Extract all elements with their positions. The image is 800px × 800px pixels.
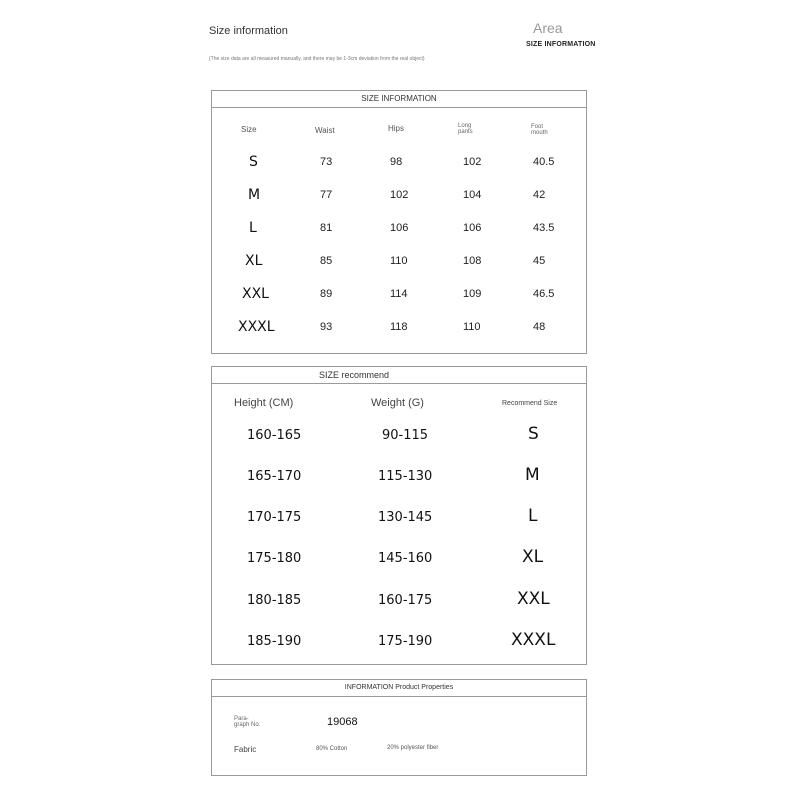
weight-cell: 115-130 bbox=[378, 469, 433, 484]
size-cell: XL bbox=[245, 253, 263, 269]
waist-cell: 85 bbox=[320, 255, 333, 267]
fabric-label: Fabric bbox=[234, 745, 257, 754]
size-cell: M bbox=[248, 187, 261, 203]
recommend-size-cell: XXXL bbox=[511, 630, 556, 650]
long-pants-cell: 108 bbox=[463, 255, 482, 267]
long-pants-cell: 110 bbox=[463, 321, 481, 333]
header-foot-mouth-line2: mouth bbox=[531, 130, 548, 136]
waist-cell: 73 bbox=[320, 156, 333, 168]
page-title: Size information bbox=[209, 25, 288, 37]
header-long-pants bbox=[458, 123, 473, 135]
foot-mouth-cell: 43.5 bbox=[533, 222, 555, 234]
height-cell: 170-175 bbox=[247, 510, 302, 525]
waist-cell: 81 bbox=[320, 222, 333, 234]
header-long-pants-line2: pants bbox=[458, 129, 473, 135]
weight-cell: 130-145 bbox=[378, 510, 433, 525]
paragraph-no-label-line2: graph No. bbox=[234, 722, 261, 728]
recommend-size-cell: L bbox=[528, 506, 538, 526]
hips-cell: 114 bbox=[390, 288, 408, 300]
header-long-pants-line1: Long bbox=[458, 123, 472, 129]
long-pants-cell: 102 bbox=[463, 156, 482, 168]
weight-cell: 145-160 bbox=[378, 551, 433, 566]
recommend-size-cell: M bbox=[525, 465, 540, 485]
waist-cell: 89 bbox=[320, 288, 333, 300]
hips-cell: 98 bbox=[390, 156, 403, 168]
header-size: Size bbox=[241, 125, 257, 134]
header-weight: Weight (G) bbox=[371, 397, 424, 409]
foot-mouth-cell: 48 bbox=[533, 321, 546, 333]
foot-mouth-cell: 46.5 bbox=[533, 288, 555, 300]
paragraph-no-value: 19068 bbox=[327, 716, 358, 728]
area-label: Area bbox=[533, 20, 563, 36]
fabric-cotton: 80% Cotton bbox=[316, 746, 348, 752]
height-cell: 185-190 bbox=[247, 634, 302, 649]
size-table-title: SIZE INFORMATION bbox=[212, 91, 586, 108]
header-foot-mouth-line1: Foot bbox=[531, 124, 544, 130]
size-recommend-table bbox=[211, 366, 587, 665]
recommend-table-title: SIZE recommend bbox=[212, 367, 586, 384]
size-cell: L bbox=[249, 220, 257, 236]
height-cell: 160-165 bbox=[247, 428, 302, 443]
foot-mouth-cell: 45 bbox=[533, 255, 546, 267]
size-information-table bbox=[211, 90, 587, 354]
size-cell: S bbox=[249, 154, 258, 170]
header-hips: Hips bbox=[388, 124, 405, 133]
header-waist: Waist bbox=[315, 126, 335, 135]
weight-cell: 90-115 bbox=[382, 428, 429, 443]
header-recommend-size: Recommend Size bbox=[502, 400, 558, 407]
header-height: Height (CM) bbox=[234, 397, 294, 409]
paragraph-no-label-line1: Para- bbox=[234, 716, 249, 722]
hips-cell: 102 bbox=[390, 189, 409, 201]
size-cell: XXXL bbox=[238, 319, 275, 335]
header-foot-mouth bbox=[531, 124, 548, 136]
waist-cell: 77 bbox=[320, 189, 333, 201]
height-cell: 175-180 bbox=[247, 551, 302, 566]
recommend-size-cell: XXL bbox=[517, 589, 550, 609]
recommend-size-cell: S bbox=[528, 424, 539, 444]
long-pants-cell: 106 bbox=[463, 222, 482, 234]
height-cell: 180-185 bbox=[247, 593, 302, 608]
properties-table-title: INFORMATION Product Properties bbox=[212, 680, 586, 697]
height-cell: 165-170 bbox=[247, 469, 302, 484]
hips-cell: 106 bbox=[390, 222, 409, 234]
product-properties-table bbox=[211, 679, 587, 776]
paragraph-no-label bbox=[234, 716, 260, 728]
fabric-polyester: 20% polyester fiber bbox=[387, 745, 439, 751]
weight-cell: 175-190 bbox=[378, 634, 433, 649]
measurement-note: (The size data are all measured manually, and there may be 1-3cm deviation from the real object) bbox=[209, 56, 425, 62]
weight-cell: 160-175 bbox=[378, 593, 433, 608]
foot-mouth-cell: 40.5 bbox=[533, 156, 555, 168]
hips-cell: 110 bbox=[390, 255, 408, 267]
recommend-size-cell: XL bbox=[522, 547, 544, 567]
hips-cell: 118 bbox=[390, 321, 408, 333]
header-subtitle: SIZE INFORMATION bbox=[526, 41, 596, 48]
foot-mouth-cell: 42 bbox=[533, 189, 546, 201]
long-pants-cell: 104 bbox=[463, 189, 482, 201]
size-cell: XXL bbox=[242, 286, 269, 302]
waist-cell: 93 bbox=[320, 321, 333, 333]
long-pants-cell: 109 bbox=[463, 288, 482, 300]
